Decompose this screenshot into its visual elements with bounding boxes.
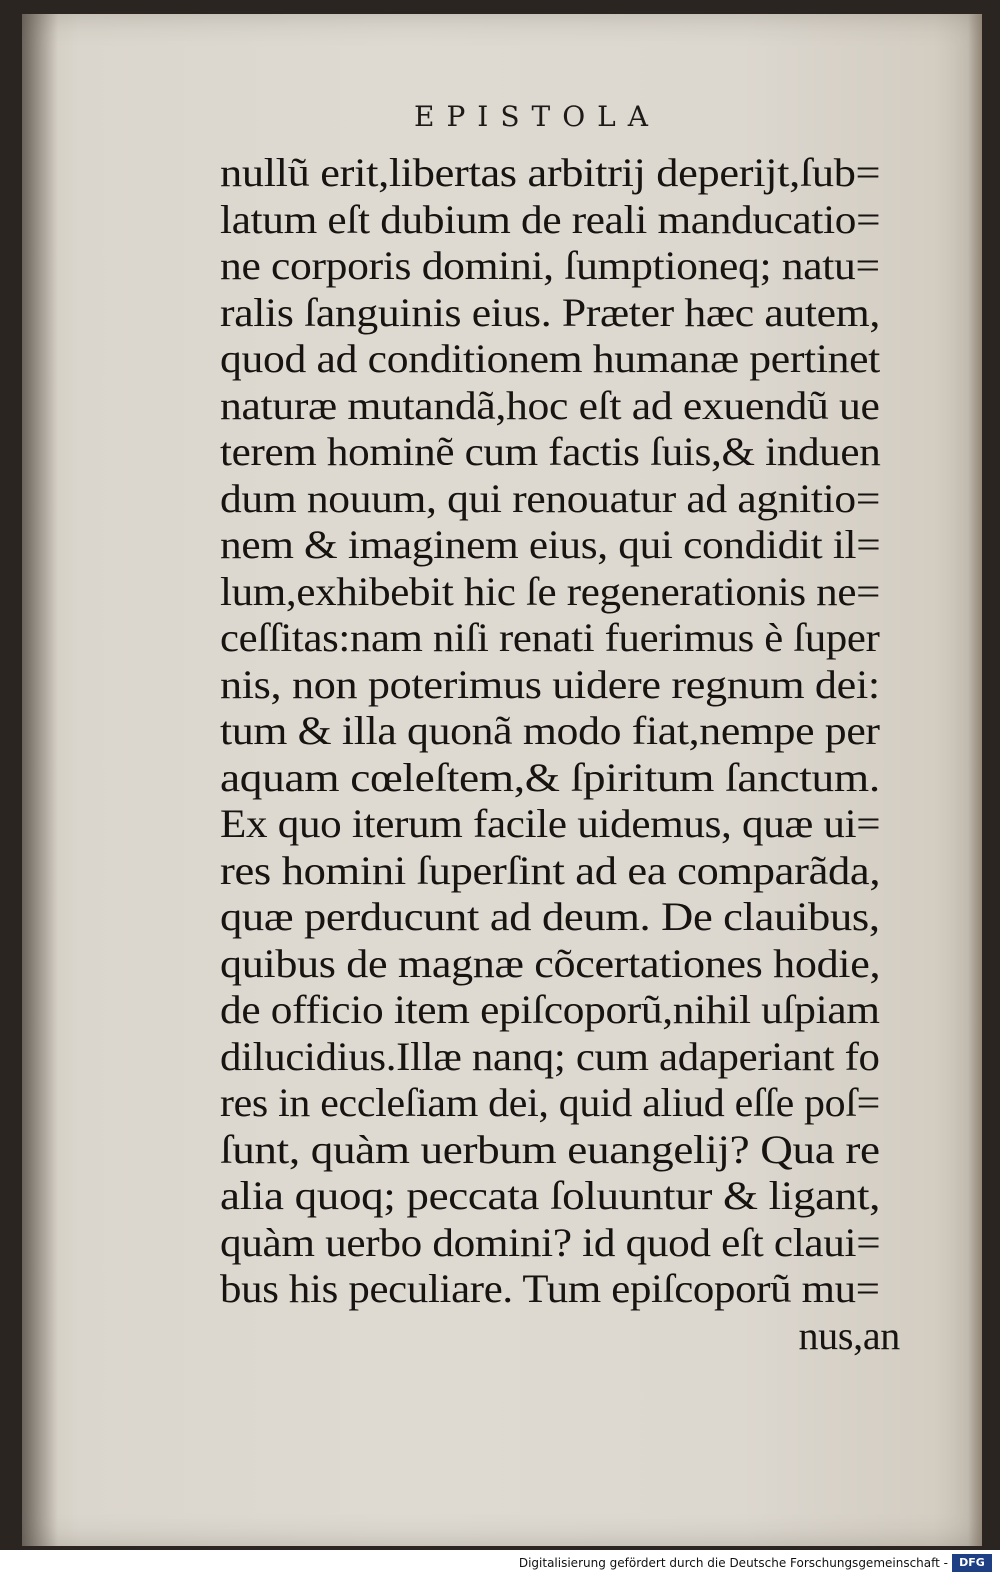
text-line: lum,exhibebit hic ſe regenerationis ne=: [220, 568, 881, 614]
running-head: EPISTOLA: [414, 100, 660, 133]
text-line: bus his peculiare. Tum epiſcoporũ mu=: [220, 1266, 880, 1311]
text-line: naturæ mutandã,hoc eſt ad exuendũ ue: [220, 382, 880, 428]
footer-bar: [0, 1550, 1000, 1578]
text-line: nem & imaginem eius, qui condidit il=: [220, 522, 881, 567]
gutter-shadow: [22, 14, 58, 1546]
text-line: latum eſt dubium de reali manducatio=: [220, 196, 881, 242]
text-line: nullũ erit,libertas arbitrij deperijt,ſub=: [220, 150, 881, 195]
text-line: quæ perducunt ad deum. De clauibus,: [220, 894, 880, 939]
dfg-logo: DFG: [952, 1554, 992, 1572]
text-line: ralis ſanguinis eius. Præter hæc autem,: [220, 289, 880, 335]
text-line: ſunt, quàm uerbum euangelij? Qua re: [220, 1126, 880, 1172]
text-line: quod ad conditionem humanæ pertinet: [220, 336, 880, 381]
catchword: nus,an: [798, 1312, 900, 1358]
text-line: nis, non poterimus uidere regnum dei:: [220, 661, 880, 707]
text-line: res in eccleſiam dei, quid aliud eſſe poſ=: [220, 1080, 880, 1125]
text-block: [220, 150, 900, 1359]
text-line: res homini ſuperſint ad ea comparãda,: [220, 847, 881, 893]
text-line: Ex quo iterum facile uidemus, quæ ui=: [220, 801, 881, 846]
text-line: quibus de magnæ cõcertationes hodie,: [220, 940, 881, 986]
funding-notice: Digitalisierung gefördert durch die Deutsche Forschungsgemeinschaft -: [518, 1556, 948, 1570]
text-line: aquam cœleſtem,& ſpiritum ſanctum.: [220, 754, 880, 800]
text-line: terem hominẽ cum factis ſuis,& induen: [220, 429, 881, 474]
text-line: alia quoq; peccata ſoluuntur & ligant,: [220, 1173, 881, 1218]
text-line: dilucidius.Illæ nanq; cum adaperiant fo: [220, 1033, 880, 1079]
text-line: tum & illa quonã modo fiat,nempe per: [220, 708, 880, 753]
text-line: ne corporis domini, ſumptioneq; natu=: [220, 243, 880, 288]
text-line: de officio item epiſcoporũ,nihil uſpiam: [220, 987, 880, 1032]
text-line: dum nouum, qui renouatur ad agnitio=: [220, 475, 881, 521]
text-line: ceſſitas:nam niſi renati fuerimus è ſuper: [220, 615, 880, 660]
text-line: quàm uerbo domini? id quod eſt claui=: [220, 1219, 881, 1265]
